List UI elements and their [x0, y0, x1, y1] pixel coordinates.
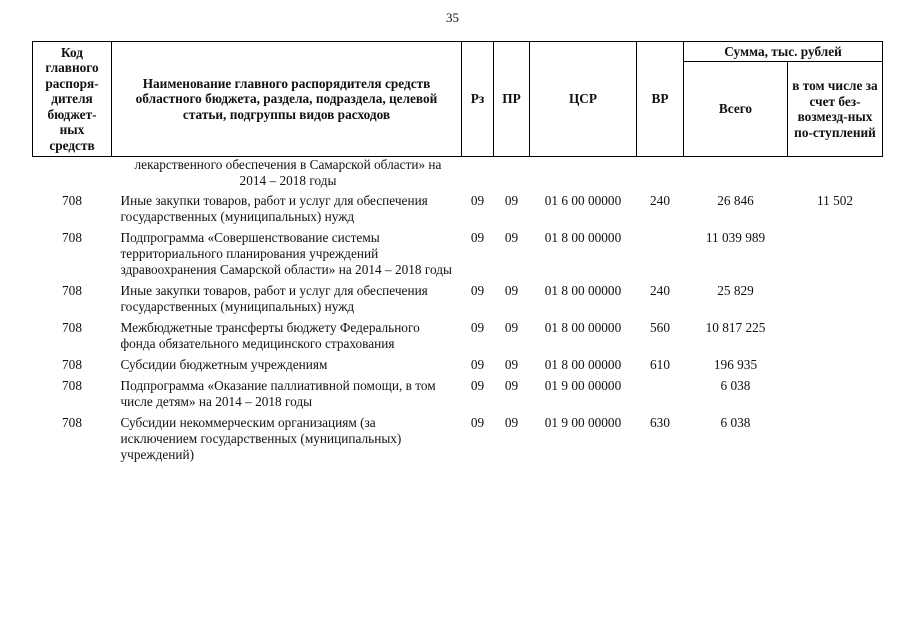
header-gratis: в том числе за счет без-возмезд-ных по-ступлений [788, 62, 883, 157]
table-body [33, 157, 883, 466]
row-gratis [788, 354, 883, 375]
row-code: 708 [62, 357, 82, 372]
header-sum: Сумма, тыс. рублей [684, 42, 883, 62]
row-code: 708 [62, 193, 82, 208]
row-gratis [788, 317, 883, 354]
row-gratis [788, 412, 883, 465]
row-vr: 240 [650, 283, 670, 298]
row-total: 11 039 989 [705, 230, 766, 245]
row-rz: 09 [470, 283, 485, 298]
table-row [33, 412, 883, 465]
row-total: 10 817 225 [705, 320, 766, 335]
row-rz: 09 [470, 378, 485, 393]
row-gratis [788, 227, 883, 280]
row-rz: 09 [470, 415, 485, 430]
row-pr: 09 [504, 230, 519, 245]
row-rz: 09 [470, 193, 485, 208]
header-total: Всего [684, 62, 788, 157]
row-name: Иные закупки товаров, работ и услуг для обеспечения государственных (муниципальных) нужд [120, 193, 428, 224]
row-csr: 01 8 00 00000 [544, 283, 622, 298]
row-vr [637, 375, 684, 412]
table-row [33, 190, 883, 227]
row-csr: 01 8 00 00000 [544, 320, 622, 335]
row-vr: 240 [650, 193, 670, 208]
row-code: 708 [62, 320, 82, 335]
header-pr: ПР [494, 42, 530, 157]
row-rz: 09 [470, 230, 485, 245]
table-row [33, 317, 883, 354]
row-name: Субсидии некоммерческим организациям (за исключением государственных (муниципальных) учреждений) [120, 415, 402, 462]
row-csr: 01 8 00 00000 [544, 230, 622, 245]
page-number: 35 [446, 10, 459, 25]
row-vr [637, 227, 684, 280]
header-code: Код главного распоря-дителя бюджет-ных средств [33, 42, 112, 157]
row-name: Иные закупки товаров, работ и услуг для обеспечения государственных (муниципальных) нужд [120, 283, 428, 314]
row-gratis: 11 502 [816, 193, 854, 208]
row-pr: 09 [504, 378, 519, 393]
table-row [33, 280, 883, 317]
row-vr: 560 [650, 320, 670, 335]
row-total: 6 038 [720, 415, 751, 430]
table-row [33, 375, 883, 412]
table-row [33, 354, 883, 375]
row-vr: 630 [650, 415, 670, 430]
header-csr: ЦСР [530, 42, 637, 157]
row-code: 708 [62, 283, 82, 298]
row-csr: 01 9 00 00000 [544, 378, 622, 393]
header-rz: Рз [462, 42, 494, 157]
table-header [33, 42, 883, 157]
row-pr: 09 [504, 193, 519, 208]
row-total: 26 846 [717, 193, 754, 208]
row-rz: 09 [470, 357, 485, 372]
header-vr: ВР [637, 42, 684, 157]
continuation-row [33, 157, 883, 191]
row-pr: 09 [504, 357, 519, 372]
row-name: Подпрограмма «Совершенствование системы территориального планирования учреждений здравоохранения Самарской области» на 2014 – 2018 годы [120, 230, 452, 277]
row-code: 708 [62, 378, 82, 393]
row-csr: 01 6 00 00000 [544, 193, 622, 208]
row-gratis [788, 280, 883, 317]
row-code: 708 [62, 230, 82, 245]
continuation-name: лекарственного обеспечения в Самарской области» на 2014 – 2018 годы [134, 157, 442, 188]
row-total: 196 935 [713, 357, 758, 372]
row-rz: 09 [470, 320, 485, 335]
row-name: Подпрограмма «Оказание паллиативной помощи, в том числе детям» на 2014 – 2018 годы [120, 378, 436, 409]
row-vr: 610 [650, 357, 670, 372]
row-csr: 01 9 00 00000 [544, 415, 622, 430]
table-row [33, 227, 883, 280]
row-name: Межбюджетные трансферты бюджету Федерального фонда обязательного медицинского страхования [120, 320, 420, 351]
row-csr: 01 8 00 00000 [544, 357, 622, 372]
row-gratis [788, 375, 883, 412]
row-name: Субсидии бюджетным учреждениям [120, 357, 328, 372]
row-total: 6 038 [720, 378, 751, 393]
row-pr: 09 [504, 320, 519, 335]
row-pr: 09 [504, 415, 519, 430]
budget-table [32, 41, 883, 465]
row-pr: 09 [504, 283, 519, 298]
row-total: 25 829 [717, 283, 754, 298]
row-code: 708 [62, 415, 82, 430]
header-name: Наименование главного распорядителя средств областного бюджета, раздела, подраздела, целевой статьи, подгруппы видов расходов [112, 42, 462, 157]
